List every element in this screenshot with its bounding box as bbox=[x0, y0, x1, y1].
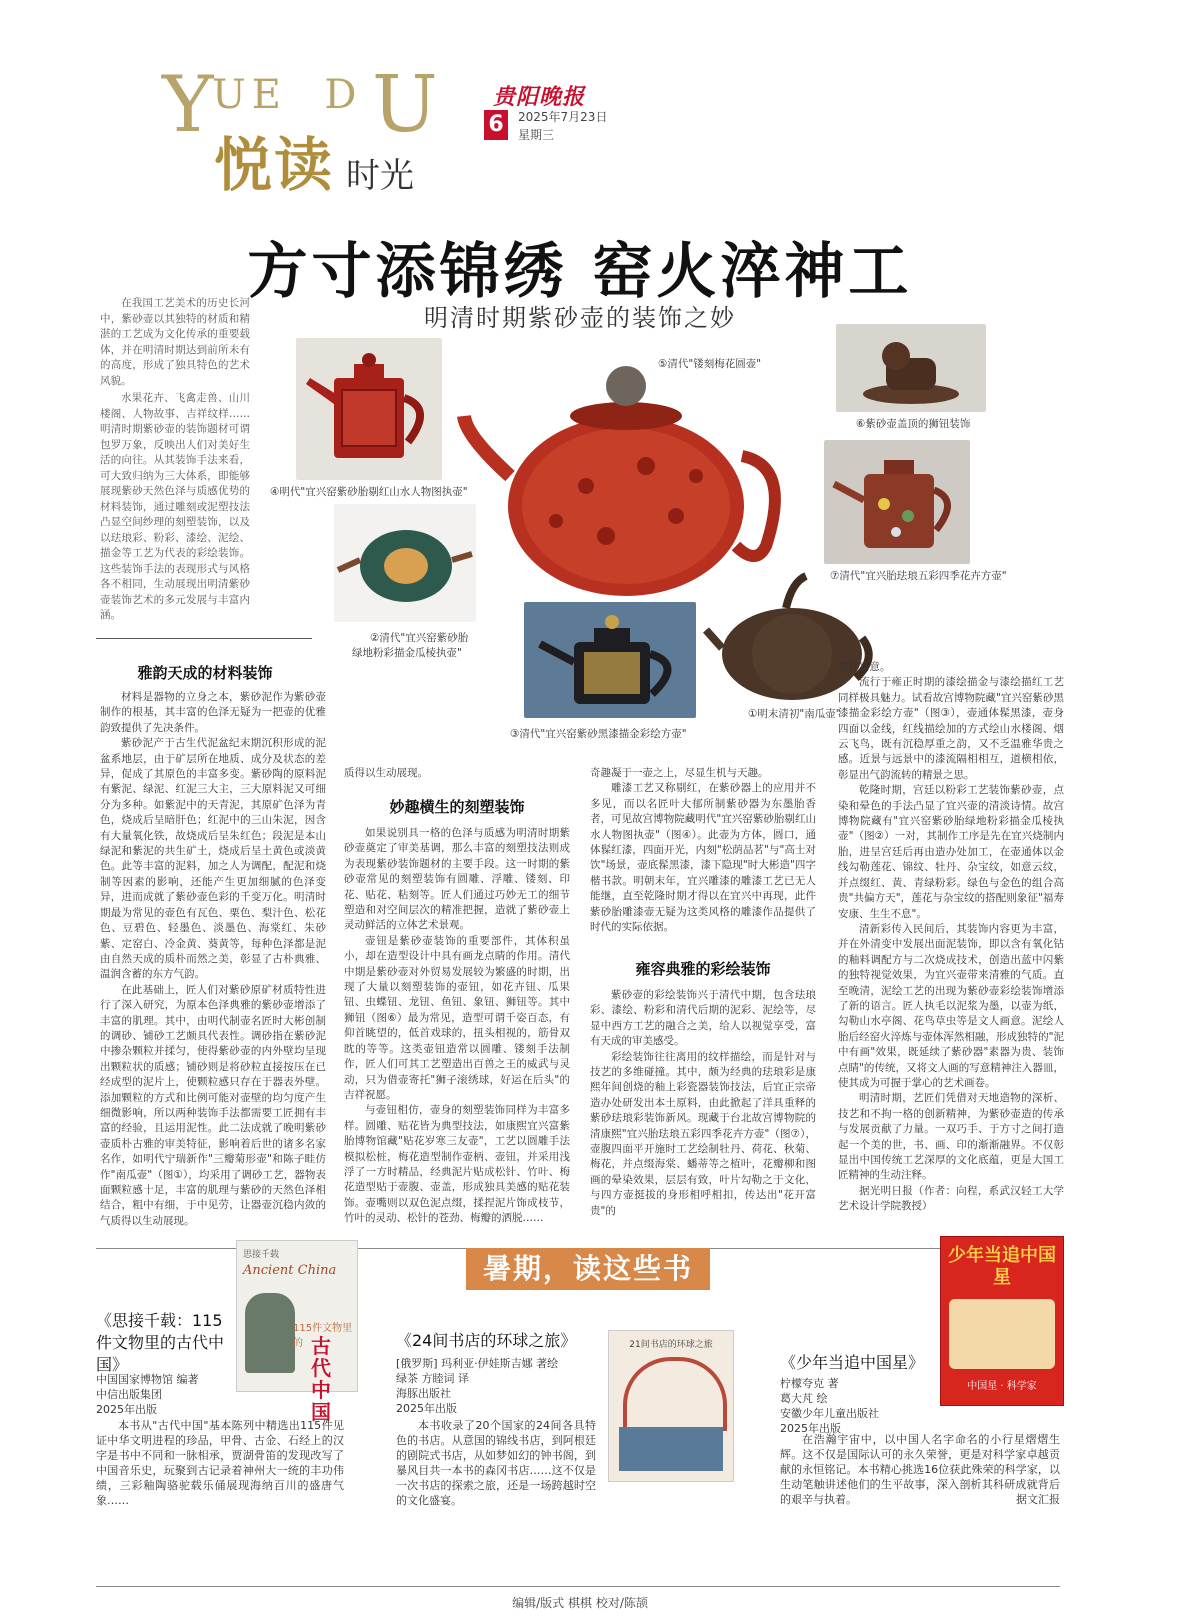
caption-3: ③清代"宜兴窑紫砂黑漆描金彩绘方壶" bbox=[510, 728, 687, 740]
book3-cover bbox=[940, 1236, 1064, 1406]
book3-title: 《少年当追中国星》 bbox=[780, 1353, 925, 1372]
paragraph: 雕漆工艺又称剔红，在紫砂器上的应用并不多见，而以名匠叶大郁所制紫砂器为东墨胎香者，可见故宫博物院藏明代"宜兴窑紫砂胎剔红山水人物图执壶"（图④）。此壶为方体，圆口，通体髹红漆，四面开光，内刻"松荫品茗"与"高士对饮"场景，壶底髹黑漆，漆下隐现"时大彬造"四字楷书款。明朝末年，宜兴雕漆的雕漆工艺已无人能继，直至乾隆时期才得以在宜兴中再现，此件紫砂胎雕漆壶无疑为这类风格的雕漆作品提供了时代的实际依据。 bbox=[590, 782, 816, 934]
book3-signature: 据文汇报 bbox=[1016, 1493, 1060, 1506]
book3-meta bbox=[780, 1376, 940, 1436]
caption-2b: 绿地粉彩描金瓜棱执壶" bbox=[352, 647, 462, 659]
paragraph: 奇趣凝于一壶之上，尽显生机与天趣。 bbox=[590, 767, 769, 779]
photo-3-black-lacquer-pot bbox=[524, 602, 696, 718]
paragraph: 清新彩传入民间后，其装饰内容更为丰富，并在外清变中发展出面泥装饰，即以含有氧化钴的釉料调配方与二次烧成技术，创造出蓝中闪紫的独特视觉效果，为宜兴壶带来清雅的气质。直至晚清，泥绘工艺的出现为紫砂壶彩绘装饰增添了新的语言。匠人执毛以泥浆为墨，以壶为纸，勾勒山水亭阁、花鸟草虫等是文人画意。泥绘人胎后经窑火淬炼与壶体浑然相融，形成独特的"泥中有画"效果，既延续了紫砂器"素器为贵、装饰点睛"的传统，又将文人画的写意精神注入器皿，使其成为可握于掌心的艺术画卷。 bbox=[838, 922, 1064, 1089]
paragraph: 材料是器物的立身之本，紫砂泥作为紫砂壶制作的根基，其丰富的色泽无疑为一把壶的优雅韵致提供了先决条件。 bbox=[100, 691, 326, 734]
book2-meta-line: 绿茶 方睦词 译 bbox=[396, 1372, 469, 1385]
section-carving-cont bbox=[590, 766, 816, 942]
paper-name: 贵阳晚报 bbox=[493, 85, 586, 110]
section-materials-text bbox=[100, 690, 326, 1227]
paragraph: 明清时期，艺匠们凭借对天地造物的深析、技艺和不拘一格的创新精神，为紫砂壶造的传承与发展贡献了力量。一双巧手、于方寸之间打造起一个美的世，书、画、印的渐渐融界。不仅彰显出中国传统工艺深厚的文化底蕴，更是大国工匠精神的生动注释。 bbox=[838, 1092, 1064, 1182]
divider bbox=[96, 638, 312, 639]
book1-cover-cn: 思接千载 bbox=[243, 1250, 280, 1260]
book1-cover bbox=[236, 1240, 358, 1424]
paragraph: 美好寓意。 bbox=[838, 661, 891, 673]
section-title-materials: 雅韵天成的材料装饰 bbox=[137, 664, 273, 682]
page-number: 6 bbox=[484, 110, 508, 140]
paragraph: 紫砂泥产于古生代泥盆纪末期沉积形成的泥盆系地层，由于矿层所在地质、成分及状态的差异，促成了其原色的丰富多变。紫砂陶的原料泥有紫泥、绿泥、红泥三大主，三大原料泥又可细分为多种。如紫泥中的天青泥，其原矿色泽为青色，烧成后呈暗肝色；红泥中的三山朱泥，因含有大量氧化铁，故烧成后呈朱红色；段泥是本山绿泥和紫泥的共生矿土，烧成后呈土黄色或淡黄色。此等丰富的泥料，加之人为调配，配泥和烧制等因素的影响，还能产生更加细腻的色泽变异，进而成就了紫砂壶色彩的千变万化。明清时期最为常见的壶色有瓦色、栗色、梨汁色、松花色、豆碧色、轻墨色、淡墨色、海棠红、朱砂紫、定窑白、冷金黄、葵黄等，每种色泽都是泥由自然天成的质朴而然之美，彰显了古朴典雅、温润含蓄的东方气韵。 bbox=[100, 737, 326, 981]
headline: 方寸添锦绣 窑火淬神工 bbox=[247, 237, 913, 307]
book1-cover-big: 古代中国 bbox=[311, 1334, 331, 1424]
masthead-letters: UE D bbox=[212, 72, 363, 118]
intro-paragraph: 在我国工艺美术的历史长河中，紫砂壶以其独特的材质和精湛的工艺成为文化传承的重要载体，并在明清时期达到前所未有的高度，形成了独具特色的艺术风貌。 bbox=[100, 297, 250, 387]
caption-2a: ②清代"宜兴窑紫砂胎 bbox=[370, 632, 469, 644]
photo-2-melon-ewer bbox=[334, 504, 476, 622]
publish-weekday: 星期三 bbox=[518, 128, 555, 142]
book3-cover-title: 少年当追中国星 bbox=[948, 1245, 1056, 1288]
section-painting-cont bbox=[838, 660, 1064, 1220]
caption-5: ⑤清代"镂刻梅花圆壶" bbox=[658, 358, 762, 370]
source-credit: 据光明日报（作者：向程，系武汉轻工大学艺术设计学院教授） bbox=[838, 1184, 1064, 1213]
book3-body-text: 在浩瀚宇宙中，以中国人名字命名的小行星熠熠生辉。这不仅是国际认可的永久荣誉，更是对科学家卓越贡献的永恒铭记。本书精心挑选16位获此殊荣的科学家，以生动笔触讲述他们的生平故事，深入剖析其科研成就背后的艰辛与执着。 bbox=[780, 1433, 1060, 1506]
section-carving-text bbox=[344, 826, 570, 1225]
book3-cover-art bbox=[949, 1299, 1055, 1369]
caption-1: ①明末清初"南瓜壶" bbox=[748, 708, 841, 720]
book1-cover-art bbox=[245, 1293, 295, 1373]
books-banner: 暑期，读这些书 bbox=[466, 1248, 710, 1290]
paragraph: 乾隆时期，宫廷以粉彩工艺装饰紫砂壶，点染和晕色的手法凸显了宜兴壶的清淡诗情。故宫博物院藏有"宜兴窑紫砂胎绿地粉彩描金瓜棱执壶"（图②）一对，其制作工序是先在宜兴烧制内胎，进呈宫廷后再由造办处加工，在壶通体以金线勾勒莲花、锦纹、牡丹、杂宝纹，如意云纹，并点缀红、黄、青绿粉彩。绿色与金色的组合高贵"共偏方天"，莲花与杂宝纹的搭配则象征"福寿安康、生生不息"。 bbox=[838, 784, 1064, 920]
book2-cover-arch bbox=[623, 1357, 727, 1431]
book3-meta-line: 柠檬夸克 著 bbox=[780, 1377, 839, 1390]
photo-7-enamel-square-pot bbox=[824, 440, 970, 564]
book1-meta-line: 中信出版集团 bbox=[96, 1388, 162, 1401]
subheadline: 明清时期紫砂壶的装饰之妙 bbox=[424, 304, 736, 332]
masthead-letter-u: U bbox=[372, 60, 438, 150]
paragraph: 如果说别具一格的色泽与质感为明清时期紫砂壶奠定了审美基调，那么丰富的刻塑技法则成为表现紫砂装饰题材的主要手段。这一时期的紫砂壶常见的刻塑装饰有圆雕、浮雕、镂刻、印花、贴花、粘刻等。匠人们通过巧妙无工的细节塑造和对空间层次的精准把握，造就了紫砂壶上灵动鲜活的立体艺术景观。 bbox=[344, 827, 570, 932]
footer-credits: 编辑/版式 棋棋 校对/陈颉 bbox=[512, 1596, 648, 1610]
continued-text bbox=[344, 766, 570, 781]
paragraph: 质得以生动展现。 bbox=[344, 767, 428, 779]
paragraph: 与壶钮相仿，壶身的刻塑装饰同样为丰富多样。圆雕、贴花皆为典型技法，如康熙宜兴富紫胎博物馆藏"贴花岁寒三友壶"，工艺以圆雕手法模拟松桩，梅花造型制作壶柄、壶钮，并采用浅浮了一方时精品，经典泥片贴成松针、竹叶、梅花造型贴于壶腹、壶盖，形成独具美感的贴花装饰。壶嘴则以双色泥点缀，揉捏泥片饰成枝节，竹叶的灵动、松针的苍劲、梅瓣的洒脱…… bbox=[344, 1104, 570, 1225]
book1-cover-en: Ancient China bbox=[243, 1263, 337, 1278]
section-title-carving: 妙趣横生的刻塑装饰 bbox=[389, 798, 525, 816]
caption-7: ⑦清代"宜兴胎珐琅五彩四季花卉方壶" bbox=[830, 570, 1007, 582]
publish-date: 2025年7月23日 bbox=[518, 110, 608, 124]
book2-meta-line: 海豚出版社 bbox=[396, 1387, 451, 1400]
book1-body: 本书从"古代中国"基本陈列中精选出115件见证中华文明进程的珍品，甲骨、古金、石经上的汉字是书中不同和一脉相承，贾湖骨笛的发现改写了中国音乐史，玩聚到古记录着神州大一统的丰功伟绩，三彩釉陶骆驼载乐俑展现海纳百川的盛唐气象…… bbox=[96, 1419, 344, 1507]
photo-4-red-lacquer-pot bbox=[296, 338, 442, 480]
intro-paragraph: 水果花卉、飞禽走兽、山川楼阁、人物故事、吉祥纹样……明清时期紫砂壶的装饰题材可谓包罗万象，反映出人们对美好生活的向往。从其装饰手法来看，可大致归纳为三大体系，即能够展现紫砂天然色泽与质感优势的材料装饰，通过雕刻或泥塑技法凸显空间纱理的刻塑装饰，以及以珐琅彩、粉彩、漆绘、泥绘、描金等工艺为代表的彩绘装饰。这些装饰手法的表现形式与风格各不相同，生动展现出明清紫砂壶装饰艺术的多元发展与丰富内涵。 bbox=[100, 392, 250, 621]
masthead-cn-title: 悦读 bbox=[214, 131, 335, 199]
book1-title: 《思接千载：115件文物里的古代中国》 bbox=[96, 1311, 225, 1374]
book2-title: 《24间书店的环球之旅》 bbox=[396, 1331, 577, 1350]
book3-body bbox=[780, 1432, 1060, 1507]
book1-meta bbox=[96, 1372, 246, 1417]
section-title-painting: 雍容典雅的彩绘装饰 bbox=[635, 960, 771, 978]
caption-6: ⑥紫砂壶盖顶的狮钮装饰 bbox=[856, 418, 971, 430]
photo-6-lion-knob bbox=[836, 324, 986, 412]
book3-meta-line: 葛大芃 绘 bbox=[780, 1392, 828, 1405]
book2-meta-line: 2025年出版 bbox=[396, 1402, 457, 1415]
book2-meta-line: [俄罗斯] 玛利亚·伊娃斯吉娜 著绘 bbox=[396, 1357, 559, 1370]
paragraph: 壶钮是紫砂壶装饰的重要部件，其体积虽小，却在造型设计中具有画龙点睛的作用。清代中期是紫砂壶对外贸易发展较为繁盛的时期，出现了大量以刻塑装饰的壶钮，如花卉钮、瓜果钮、虫蝶钮、龙钮、鱼钮、象钮、狮钮等。其中狮钮（图⑥）最为常见，造型可谓千姿百态，有仰首眺望的，低首戏球的，扭头相视的，筋骨双眈的等等。这类壶钮造常以圆雕、镂刻手法制作，匠人们可其工艺塑造出百兽之王的威武与灵动，只为借壶寄托"狮子滚绣球，好运在后头"的吉祥祝愿。 bbox=[344, 934, 570, 1101]
book3-cover-sub: 中国星 · 科学家 bbox=[967, 1381, 1037, 1392]
book3-meta-line: 安徽少年儿童出版社 bbox=[780, 1407, 879, 1420]
paragraph: 彩绘装饰往往离用的纹样描绘，而是针对与技艺的多维碰撞。其中，颇为经典的珐琅彩是康熙年间创烧的釉上彩瓷器装饰技法，后宜正宗帝造办处研发出本土原料，由此掀起了洋具重释的紫砂珐琅彩装饰新风。现藏于台北故宫博物院的清康熙"宜兴胎珐琅五彩四季花卉方壶"（图⑦），壶腹四面平开施时工艺绘制牡丹、荷花、秋菊、梅花，并点缀海棠、蟠蒂等之植叶，花瓣柳和图画的晕染效果，层层有致，叶片勾勒之于文化，与四方壶挺拔的身形相呼相扣，传达出"花开富贵"的 bbox=[590, 1050, 816, 1217]
book2-cover-title: 21间书店的环球之旅 bbox=[629, 1340, 713, 1350]
book1-cover-num: 115件文物里的 bbox=[293, 1323, 353, 1349]
section-painting-text bbox=[590, 988, 816, 1220]
caption-4: ④明代"宜兴窑紫砂胎剔红山水人物图执壶" bbox=[270, 486, 468, 498]
book2-cover bbox=[608, 1330, 734, 1482]
paragraph: 紫砂壶的彩绘装饰兴于清代中期，包含珐琅彩、漆绘、粉彩和清代后期的泥彩、泥绘等，尽显中西方工艺的融合之美，给人以视觉享受，富有天成的审美感受。 bbox=[590, 989, 816, 1048]
book1-meta-line: 中国国家博物馆 编著 bbox=[96, 1373, 199, 1386]
photo-5-plum-pot bbox=[446, 346, 802, 602]
paragraph: 在此基础上，匠人们对紫砂原矿材质特性进行了深入研究，为原本色泽典雅的紫砂壶增添了丰富的肌理。其中，由明代制壶名匠时大彬创制的调砂、铺砂工艺颇具代表性。调砂指在紫砂泥中掺杂颗粒并揉匀，使得紫砂壶的内外壁均呈现出颗粒状的质感；铺砂则是将砂粒直接按压在已经成型的泥片上，使颗粒感只存在于器表外壁。添加颗粒的方式和比例可能对壶壁的均匀度产生细微影响，所以两种装饰手法都需要工匠拥有丰富的经验，且运用泥性。此二法成就了晚明紫砂壶质朴古雅的审美特征，影响着后世的诸多名家名作，如明代宁瑞新作"三瓣菊形壶"和陈子畦仿作"南瓜壶"（图①），均采用了调砂工艺，器物表面颗粒感十足，丰富的肌理与紫砂的天然色泽相结合，粗中有细，于中见劳，让器壶沉稳内敛的气质得以生动展现。 bbox=[100, 983, 326, 1227]
intro-text bbox=[100, 296, 250, 624]
paragraph: 流行于雍正时期的漆绘描金与漆绘描红工艺同样极具魅力。试看故宫博物院藏"宜兴窑紫砂黑漆描金彩绘方壶"（图③），壶通体髹黑漆，壶身四面以金线，红线描绘加的方式绘山水楼阁、烟云飞鸟，既有沉稳厚重之韵，又不乏温雅华贵之感。近景与远景中的漆流隔相相互，道横相依，彰显出气韵流转的精景之思。 bbox=[838, 676, 1064, 781]
footer-divider bbox=[96, 1586, 1060, 1587]
book1-meta-line: 2025年出版 bbox=[96, 1403, 157, 1416]
book3-meta-line: 2025年出版 bbox=[780, 1422, 841, 1435]
book2-cover-shelves bbox=[619, 1427, 723, 1471]
masthead-cn-sub: 时光 bbox=[346, 156, 414, 196]
book2-body: 本书收录了20个国家的24间各具特色的书店。从意国的锦线书店，到阿根廷的剧院式书店，从如梦如幻的钟书阁，到暴风目共一本书的森冈书店……这不仅是一次书店的探索之旅，还是一场跨越时空的文化盛宴。 bbox=[396, 1419, 596, 1507]
masthead-letter-y: Y bbox=[162, 60, 214, 150]
book2-meta bbox=[396, 1356, 596, 1416]
